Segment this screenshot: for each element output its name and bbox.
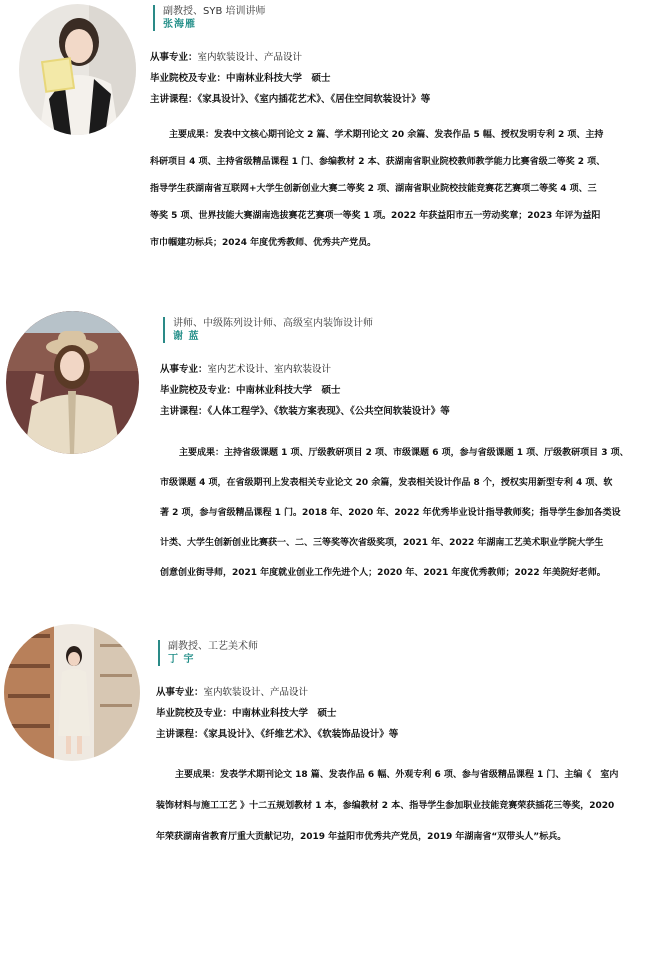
achievement-line: 等奖 5 项、世界技能大赛湖南选拔赛花艺赛项一等奖 1 项。2022 年获益阳市五一劳动奖章；2023 年评为益阳 [150,211,601,221]
achievements [160,438,629,588]
achievement-line: 创意创业街导师，2021 年度就业创业工作先进个人；2020 年、2021 年度优秀教师；2022 年美院好老师。 [160,568,606,578]
major-value: 室内软装设计、产品设计 [197,52,303,63]
achievement-line: 主要成果：发表中文核心期刊论文 2 篇、学术期刊论文 20 余篇、发表作品 5 幅、授权发明专利 2 项、主持 [169,130,604,140]
profile-title-block [153,5,266,31]
job-title: 讲师、中级陈列设计师、高级室内装饰设计师 [173,318,373,329]
achievement-line: 著 2 项，参与省级精品课程 1 门。2018 年、2020 年、2022 年优秀毕业设计指导教师奖；指导学生参加各类设 [160,508,621,518]
courses-label: 主讲课程： [156,729,204,740]
courses-label: 主讲课程： [160,406,208,417]
portrait-illustration [4,624,140,761]
achievement-line: 市级课题 4 项，在省级期刊上发表相关专业论文 20 余篇，发表相关设计作品 8 个，授权实用新型专利 4 项、软 [160,478,613,488]
person-name: 丁 宇 [168,654,195,665]
profile-info [156,682,398,745]
school-value: 中南林业科技大学 硕士 [236,385,341,396]
achievements [156,760,618,853]
courses-value: 《家具设计》、《室内插花艺术》、《居住空间软装设计》等 [197,94,431,105]
school-value: 中南林业科技大学 硕士 [226,73,331,84]
school-value: 中南林业科技大学 硕士 [232,708,337,719]
achievement-line: 主要成果：发表学术期刊论文 18 篇、发表作品 6 幅、外观专利 6 项、参与省级精品课程 1 门、主编《 室内 [175,770,619,780]
portrait-illustration [6,311,139,454]
portrait-illustration [19,4,136,135]
major-label: 从事专业： [156,687,204,698]
major-label: 从事专业： [150,52,198,63]
achievement-line: 计类、大学生创新创业比赛获一、二、三等奖等次省级奖项，2021 年、2022 年湖南工艺美术职业学院大学生 [160,538,604,548]
portrait-photo [6,311,139,454]
achievements [150,122,605,257]
school-label: 毕业院校及专业： [160,385,237,396]
profile-title-block [158,640,258,666]
portrait-photo [4,624,140,761]
major-value: 室内软装设计、产品设计 [203,687,309,698]
achievement-line: 科研项目 4 项、主持省级精品课程 1 门、参编教材 2 本、获湖南省职业院校教师教学能力比赛省级二等奖 2 项、 [150,157,606,167]
achievement-line: 指导学生获湖南省互联网+大学生创新创业大赛二等奖 2 项、湖南省职业院校技能竞赛花艺赛项二等奖 4 项、三 [150,184,597,194]
courses-label: 主讲课程： [150,94,198,105]
courses-value: 《家具设计》、《纤维艺术》、《软装饰品设计》等 [203,729,399,740]
school-label: 毕业院校及专业： [150,73,227,84]
job-title: 副教授、SYB 培训讲师 [163,6,266,17]
school-label: 毕业院校及专业： [156,708,233,719]
profile-info [160,359,450,422]
major-label: 从事专业： [160,364,208,375]
profile-title-block [163,317,373,343]
achievement-line: 市巾帼建功标兵；2024 年度优秀教师、优秀共产党员。 [150,238,377,248]
achievement-line: 年荣获湖南省教育厅重大贡献记功，2019 年益阳市优秀共产党员，2019 年湖南省“双带头人”标兵。 [156,832,567,842]
job-title: 副教授、工艺美术师 [168,641,258,652]
achievement-line: 主要成果：主持省级课题 1 项、厅级教研项目 2 项、市级课题 6 项，参与省级课题 1 项、厅级教研项目 3 项、 [179,448,629,458]
courses-value: 《人体工程学》、《软装方案表现》、《公共空间软装设计》等 [207,406,450,417]
person-name: 张海雁 [163,19,196,30]
portrait-photo [19,4,136,135]
profile-info [150,47,430,110]
achievement-line: 装饰材料与施工工艺 》十二五规划教材 1 本，参编教材 2 本、指导学生参加职业技能竞赛荣获插花三等奖，2020 [156,801,615,811]
person-name: 谢 蓝 [173,331,200,342]
major-value: 室内艺术设计、室内软装设计 [207,364,332,375]
